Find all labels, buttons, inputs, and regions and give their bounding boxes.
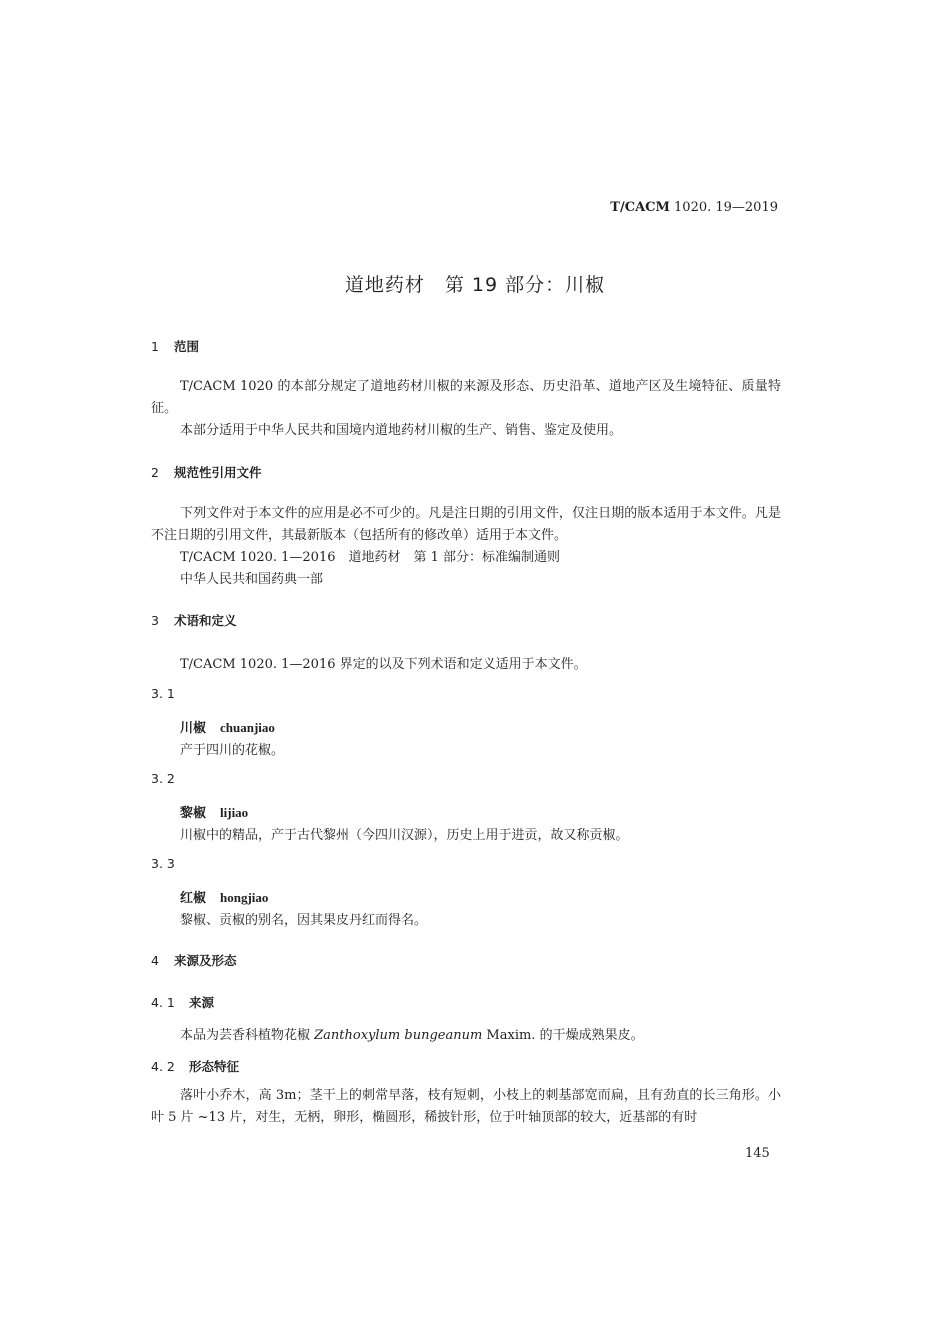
- standard-prefix: T/CACM: [610, 200, 670, 215]
- section-3-intro: T/CACM 1020. 1—2016 界定的以及下列术语和定义适用于本文件。: [180, 657, 587, 672]
- term-zh: 川椒: [180, 721, 207, 736]
- term-en: chuanjiao: [220, 720, 275, 735]
- reference-item: T/CACM 1020. 1—2016 道地药材 第 1 部分：标准编制通则: [180, 550, 561, 565]
- standard-code: 1020. 19—2019: [669, 200, 778, 215]
- term-zh: 红椒: [180, 891, 207, 906]
- section-title: 规范性引用文件: [174, 465, 262, 480]
- standard-number: [610, 200, 778, 215]
- term-zh: 黎椒: [180, 806, 207, 821]
- source-text-after: Maxim. 的干燥成熟果皮。: [482, 1028, 644, 1043]
- term-heading: [180, 717, 275, 736]
- term-heading: [180, 887, 268, 906]
- section-1-paragraph-2: 本部分适用于中华人民共和国境内道地药材川椒的生产、销售、鉴定及使用。: [180, 423, 623, 438]
- subsection-title: 形态特征: [189, 1059, 240, 1074]
- source-text-before: 本品为芸香科植物花椒: [180, 1028, 315, 1043]
- subsection-number: 4. 1: [151, 995, 175, 1010]
- latin-name: Zanthoxylum bungeanum: [314, 1028, 483, 1043]
- term-definition: 黎椒、贡椒的别名，因其果皮丹红而得名。: [180, 913, 428, 928]
- term-number: 3. 1: [151, 686, 175, 701]
- term-definition: 产于四川的花椒。: [180, 743, 285, 758]
- subsection-4-1-heading: [151, 993, 214, 1011]
- term-definition: 川椒中的精品，产于古代黎州（今四川汉源），历史上用于进贡，故又称贡椒。: [180, 828, 629, 843]
- section-title: 范围: [174, 339, 200, 354]
- morphology-paragraph: 落叶小乔木，高 3m；茎干上的刺常早落，枝有短刺，小枝上的刺基部宽而扁，且有劲直的长三角形。小叶 5 片 ~13 片，对生，无柄，卵形，椭圆形，稀披针形，位于叶轴顶部的较大，近基部的有时: [151, 1088, 781, 1125]
- term-heading: [180, 802, 248, 821]
- reference-item: 中华人民共和国药典一部: [180, 572, 324, 587]
- section-title: 来源及形态: [174, 953, 237, 968]
- section-number: 1: [151, 339, 159, 354]
- term-number: 3. 2: [151, 771, 175, 786]
- page-number: 145: [745, 1146, 770, 1161]
- section-3-heading: [151, 611, 237, 629]
- subsection-title: 来源: [189, 995, 215, 1010]
- section-1-paragraph-1: T/CACM 1020 的本部分规定了道地药材川椒的来源及形态、历史沿革、道地产区及生境特征、质量特征。: [151, 379, 781, 416]
- section-1-heading: [151, 337, 199, 355]
- term-en: hongjiao: [220, 890, 269, 905]
- section-2-paragraph: 下列文件对于本文件的应用是必不可少的。凡是注日期的引用文件，仅注日期的版本适用于本文件。凡是不注日期的引用文件，其最新版本（包括所有的修改单）适用于本文件。: [151, 506, 781, 543]
- section-2-heading: [151, 463, 262, 481]
- source-text: [180, 1024, 644, 1043]
- section-title: 术语和定义: [174, 613, 237, 628]
- section-number: 2: [151, 465, 159, 480]
- section-4-heading: [151, 951, 237, 969]
- section-number: 4: [151, 953, 159, 968]
- term-number: 3. 3: [151, 856, 175, 871]
- document-title: 道地药材 第 19 部分：川椒: [344, 274, 606, 296]
- term-en: lijiao: [220, 805, 249, 820]
- section-number: 3: [151, 613, 159, 628]
- subsection-4-2-heading: [151, 1057, 239, 1075]
- subsection-number: 4. 2: [151, 1059, 175, 1074]
